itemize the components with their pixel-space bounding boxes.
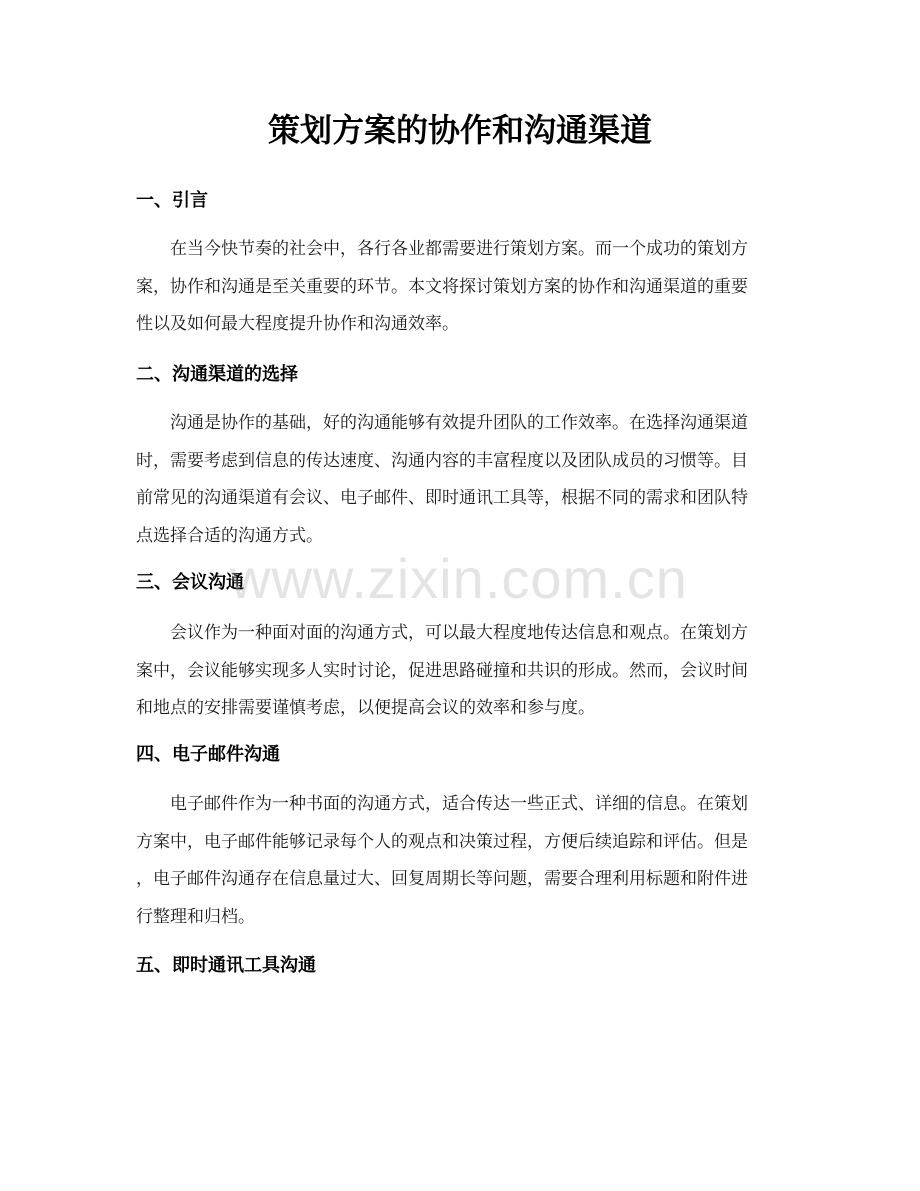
paragraph-line: 点选择合适的沟通方式。 bbox=[136, 525, 323, 546]
paragraph-line: 案，协作和沟通是至关重要的环节。本文将探讨策划方案的协作和沟通渠道的重要 bbox=[136, 276, 748, 297]
section-paragraph-channel-selection bbox=[136, 405, 786, 555]
section-paragraph-meeting bbox=[136, 615, 786, 728]
paragraph-line: 在当今快节奏的社会中，各行各业都需要进行策划方案。而一个成功的策划方 bbox=[170, 239, 748, 259]
document-title: 策划方案的协作和沟通渠道 bbox=[267, 111, 652, 149]
section-heading-instant-messaging: 五、即时通讯工具沟通 bbox=[136, 955, 316, 976]
section-paragraph-email bbox=[136, 786, 786, 936]
paragraph-line: 沟通是协作的基础，好的沟通能够有效提升团队的工作效率。在选择沟通渠道 bbox=[170, 413, 748, 433]
paragraph-line: ，电子邮件沟通存在信息量过大、回复周期长等问题，需要合理利用标题和附件进 bbox=[136, 869, 748, 890]
paragraph-line: 前常见的沟通渠道有会议、电子邮件、即时通讯工具等，根据不同的需求和团队特 bbox=[136, 488, 748, 509]
paragraph-line: 性以及如何最大程度提升协作和沟通效率。 bbox=[136, 314, 459, 335]
paragraph-line: 电子邮件作为一种书面的沟通方式，适合传达一些正式、详细的信息。在策划 bbox=[170, 794, 748, 814]
paragraph-line: 时，需要考虑到信息的传达速度、沟通内容的丰富程度以及团队成员的习惯等。目 bbox=[136, 450, 748, 471]
section-heading-meeting: 三、会议沟通 bbox=[136, 572, 244, 593]
section-paragraph-introduction bbox=[136, 231, 786, 344]
paragraph-line: 会议作为一种面对面的沟通方式，可以最大程度地传达信息和观点。在策划方 bbox=[170, 623, 748, 643]
section-heading-email: 四、电子邮件沟通 bbox=[136, 744, 280, 765]
section-heading-introduction: 一、引言 bbox=[136, 190, 208, 211]
paragraph-line: 和地点的安排需要谨慎考虑，以便提高会议的效率和参与度。 bbox=[136, 698, 595, 719]
paragraph-line: 行整理和归档。 bbox=[136, 906, 255, 927]
watermark-text: www.zixin.com.cn bbox=[230, 547, 688, 610]
paragraph-line: 案中，会议能够实现多人实时讨论，促进思路碰撞和共识的形成。然而，会议时间 bbox=[136, 660, 748, 681]
paragraph-line: 方案中，电子邮件能够记录每个人的观点和决策过程，方便后续追踪和评估。但是 bbox=[136, 831, 748, 852]
section-heading-channel-selection: 二、沟通渠道的选择 bbox=[136, 364, 298, 385]
